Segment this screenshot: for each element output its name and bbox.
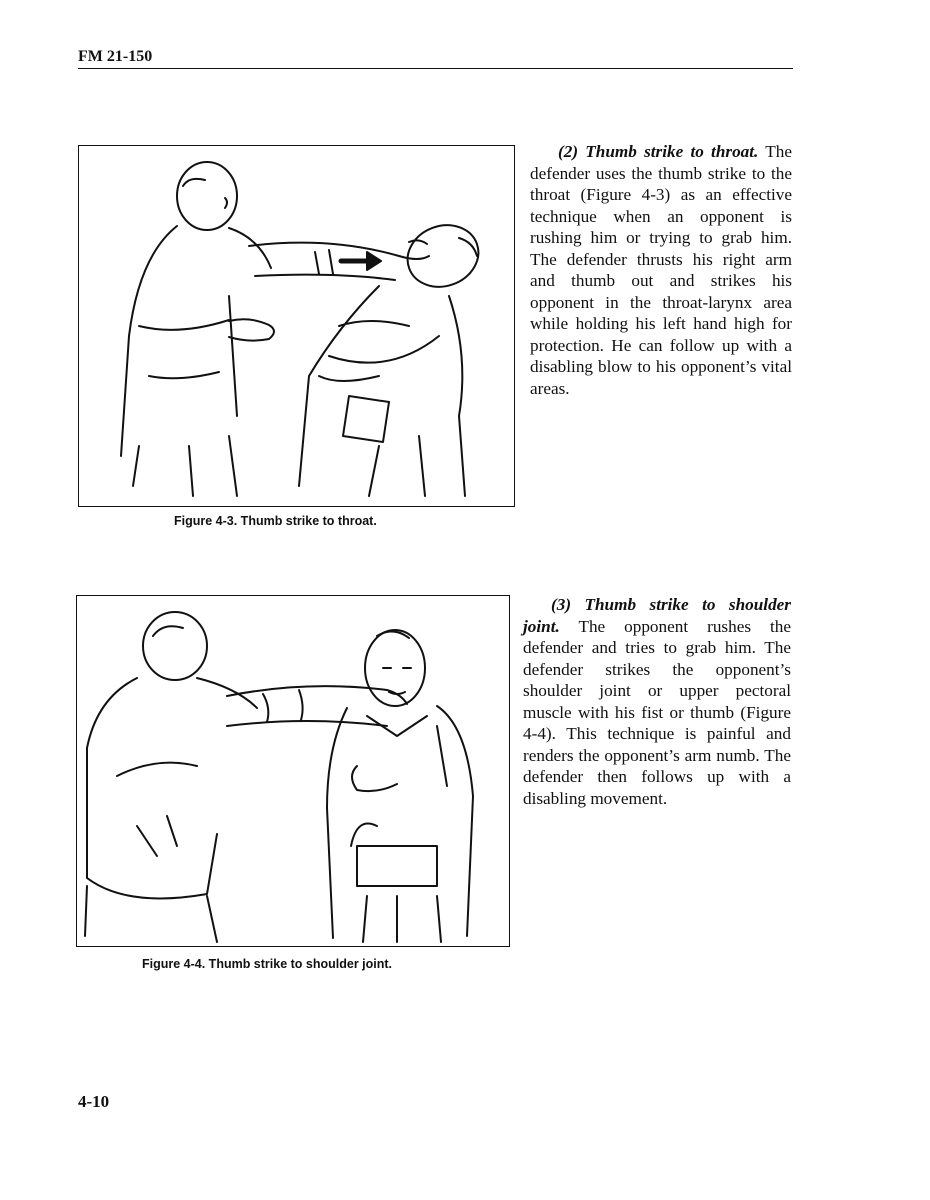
thumb-strike-throat-illustration bbox=[79, 146, 514, 506]
figure-4-3-caption: Figure 4-3. Thumb strike to throat. bbox=[174, 514, 377, 528]
figure-4-4-caption: Figure 4-4. Thumb strike to shoulder joint. bbox=[142, 957, 393, 971]
opponent-head bbox=[399, 215, 487, 296]
figure-4-4 bbox=[76, 595, 510, 947]
thumb-strike-shoulder-illustration bbox=[77, 596, 509, 946]
section-thumb-strike-shoulder bbox=[523, 594, 791, 809]
defender-head bbox=[177, 162, 237, 230]
defender-head bbox=[143, 612, 207, 680]
page-header bbox=[78, 46, 793, 69]
document-id: FM 21-150 bbox=[78, 48, 153, 65]
section-thumb-strike-throat bbox=[530, 141, 792, 399]
section-title: (3) Thumb strike to shoulder joint. bbox=[523, 595, 791, 636]
page-number: 4-10 bbox=[78, 1092, 110, 1111]
section-title: (2) Thumb strike to throat. bbox=[558, 142, 759, 161]
section-body: The opponent rushes the defender and tries to grab him. The defender strikes the opponent’s shoulder joint or upper pectoral muscle with his fist or thumb (Figure 4-4). This technique is painful and renders the opponent’s arm numb. The defender then follows up with a disabling movement. bbox=[523, 616, 791, 808]
section-body: The defender uses the thumb strike to the throat (Figure 4-3) as an effective technique when an opponent is rushing him or trying to grab him. The defender thrusts his right arm and thumb out and strikes his opponent in the throat-larynx area while holding his left hand high for protection. He can follow up with a disabling blow to his opponent’s vital areas. bbox=[530, 142, 792, 398]
figure-4-3 bbox=[78, 145, 515, 507]
